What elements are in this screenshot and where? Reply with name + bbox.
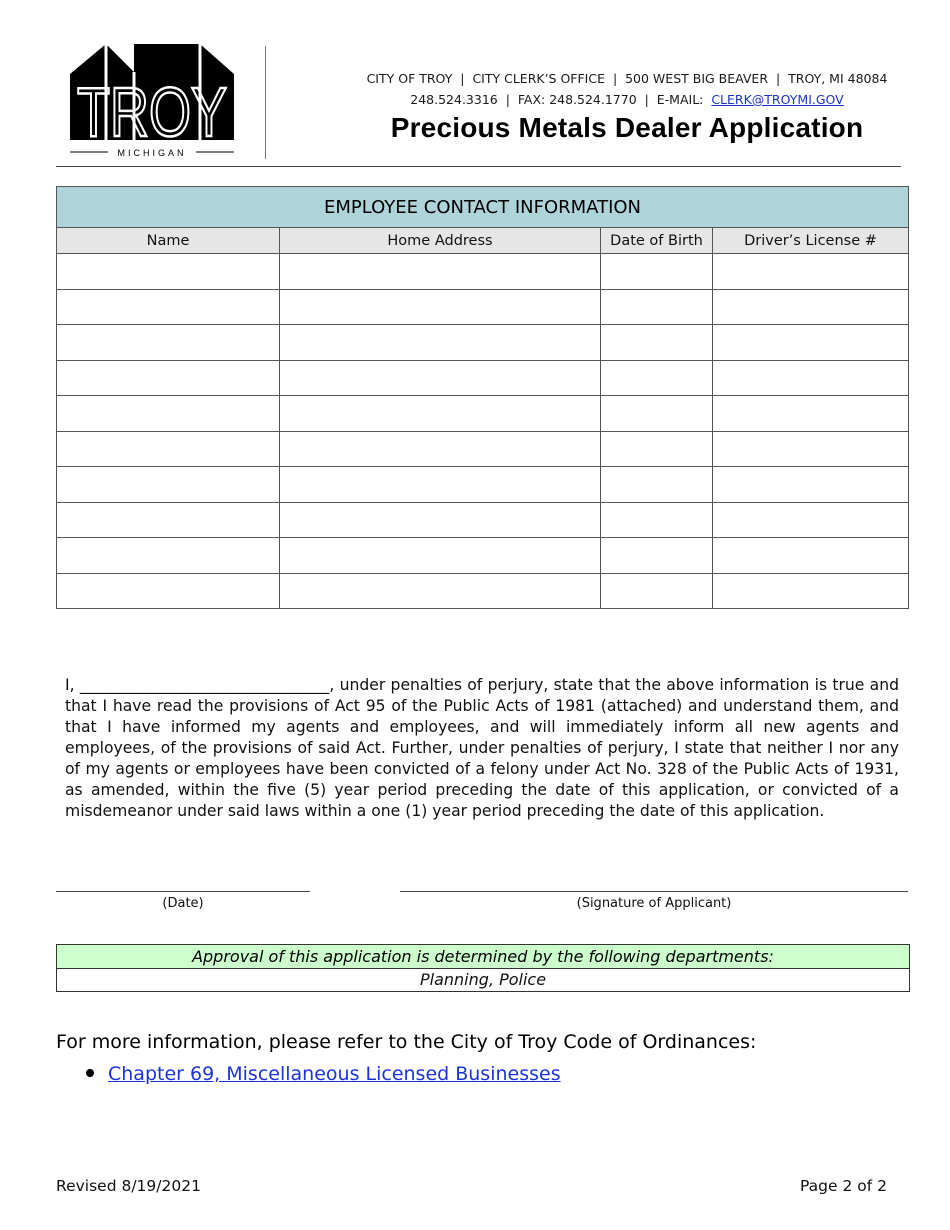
cell-name[interactable] — [57, 431, 280, 467]
cell-name[interactable] — [57, 396, 280, 432]
column-header-address: Home Address — [280, 228, 601, 254]
table-row — [57, 289, 909, 325]
employee-rows — [57, 254, 909, 609]
declaration-text: I, ________________________________, under penalties of perjury, state that the above information is true and that I have read the provisions of Act 95 of the Public Acts of 1981 (attached) and understand them, and that I have informed my agents and employees, and will immediately inform all new agents and employees, of the provisions of said Act. Further, under penalties of perjury, I state that neither I nor any of my agents or employees have been convicted of a felony under Act No. 328 of the Public Acts of 1931, as amended, within the five (5) year period preceding the date of this application, or convicted of a misdemeanor under said laws within a one (1) year period preceding the date of this application. — [65, 676, 899, 820]
approval-box — [56, 944, 910, 992]
cell-name[interactable] — [57, 538, 280, 574]
cell-address[interactable] — [280, 396, 601, 432]
table-row — [57, 502, 909, 538]
table-row — [57, 254, 909, 290]
cell-address[interactable] — [280, 467, 601, 503]
cell-address[interactable] — [280, 254, 601, 290]
form-title: Precious Metals Dealer Application — [390, 112, 864, 143]
cell-name[interactable] — [57, 467, 280, 503]
cell-dob[interactable] — [601, 467, 713, 503]
column-header-name: Name — [57, 228, 280, 254]
page-number: Page 2 of 2 — [800, 1177, 887, 1195]
cell-license[interactable] — [713, 360, 909, 396]
cell-dob[interactable] — [601, 325, 713, 361]
cell-address[interactable] — [280, 573, 601, 609]
cell-license[interactable] — [713, 289, 909, 325]
table-row — [57, 396, 909, 432]
signature-line[interactable] — [400, 891, 908, 892]
logo-subtitle: MICHIGAN — [117, 148, 187, 158]
header-rule — [56, 166, 901, 167]
cell-dob[interactable] — [601, 396, 713, 432]
ordinance-list-item — [86, 1063, 561, 1085]
contact-phone-fax: 248.524.3316 | FAX: 248.524.1770 | E-MAIL: — [410, 92, 704, 107]
cell-dob[interactable] — [601, 573, 713, 609]
cell-name[interactable] — [57, 289, 280, 325]
employee-contact-table — [56, 186, 909, 609]
cell-license[interactable] — [713, 254, 909, 290]
column-header-license: Driver’s License # — [713, 228, 909, 254]
cell-license[interactable] — [713, 502, 909, 538]
signature-label: (Signature of Applicant) — [576, 896, 732, 911]
table-row — [57, 431, 909, 467]
cell-address[interactable] — [280, 325, 601, 361]
table-title: EMPLOYEE CONTACT INFORMATION — [57, 187, 909, 228]
column-header-dob: Date of Birth — [601, 228, 713, 254]
cell-dob[interactable] — [601, 502, 713, 538]
cell-license[interactable] — [713, 538, 909, 574]
table-row — [57, 325, 909, 361]
bullet-icon — [86, 1069, 94, 1077]
revision-date: Revised 8/19/2021 — [56, 1177, 201, 1195]
approval-departments: Planning, Police — [419, 970, 547, 989]
cell-address[interactable] — [280, 538, 601, 574]
contact-block — [268, 68, 950, 110]
cell-license[interactable] — [713, 467, 909, 503]
cell-address[interactable] — [280, 289, 601, 325]
header-divider — [265, 46, 266, 159]
cell-address[interactable] — [280, 502, 601, 538]
cell-license[interactable] — [713, 431, 909, 467]
approval-heading: Approval of this application is determined by the following departments: — [57, 945, 909, 969]
cell-name[interactable] — [57, 573, 280, 609]
cell-name[interactable] — [57, 325, 280, 361]
cell-dob[interactable] — [601, 289, 713, 325]
table-row — [57, 573, 909, 609]
email-link[interactable]: CLERK@TROYMI.GOV — [711, 92, 844, 107]
logo-wordmark: TROY — [77, 73, 227, 151]
contact-line-2 — [268, 89, 950, 110]
cell-dob[interactable] — [601, 431, 713, 467]
cell-address[interactable] — [280, 360, 601, 396]
table-row — [57, 360, 909, 396]
cell-dob[interactable] — [601, 254, 713, 290]
table-row — [57, 467, 909, 503]
cell-name[interactable] — [57, 502, 280, 538]
cell-dob[interactable] — [601, 360, 713, 396]
chapter-69-link[interactable]: Chapter 69, Miscellaneous Licensed Businesses — [108, 1063, 561, 1085]
cell-license[interactable] — [713, 573, 909, 609]
date-line[interactable] — [56, 891, 310, 892]
troy-logo — [66, 40, 238, 160]
cell-address[interactable] — [280, 431, 601, 467]
cell-license[interactable] — [713, 396, 909, 432]
more-info-heading: For more information, please refer to the City of Troy Code of Ordinances: — [56, 1031, 757, 1053]
cell-dob[interactable] — [601, 538, 713, 574]
date-label: (Date) — [162, 896, 204, 911]
table-row — [57, 538, 909, 574]
cell-name[interactable] — [57, 360, 280, 396]
cell-name[interactable] — [57, 254, 280, 290]
contact-line-1: CITY OF TROY | CITY CLERK’S OFFICE | 500 WEST BIG BEAVER | TROY, MI 48084 — [366, 71, 888, 86]
cell-license[interactable] — [713, 325, 909, 361]
